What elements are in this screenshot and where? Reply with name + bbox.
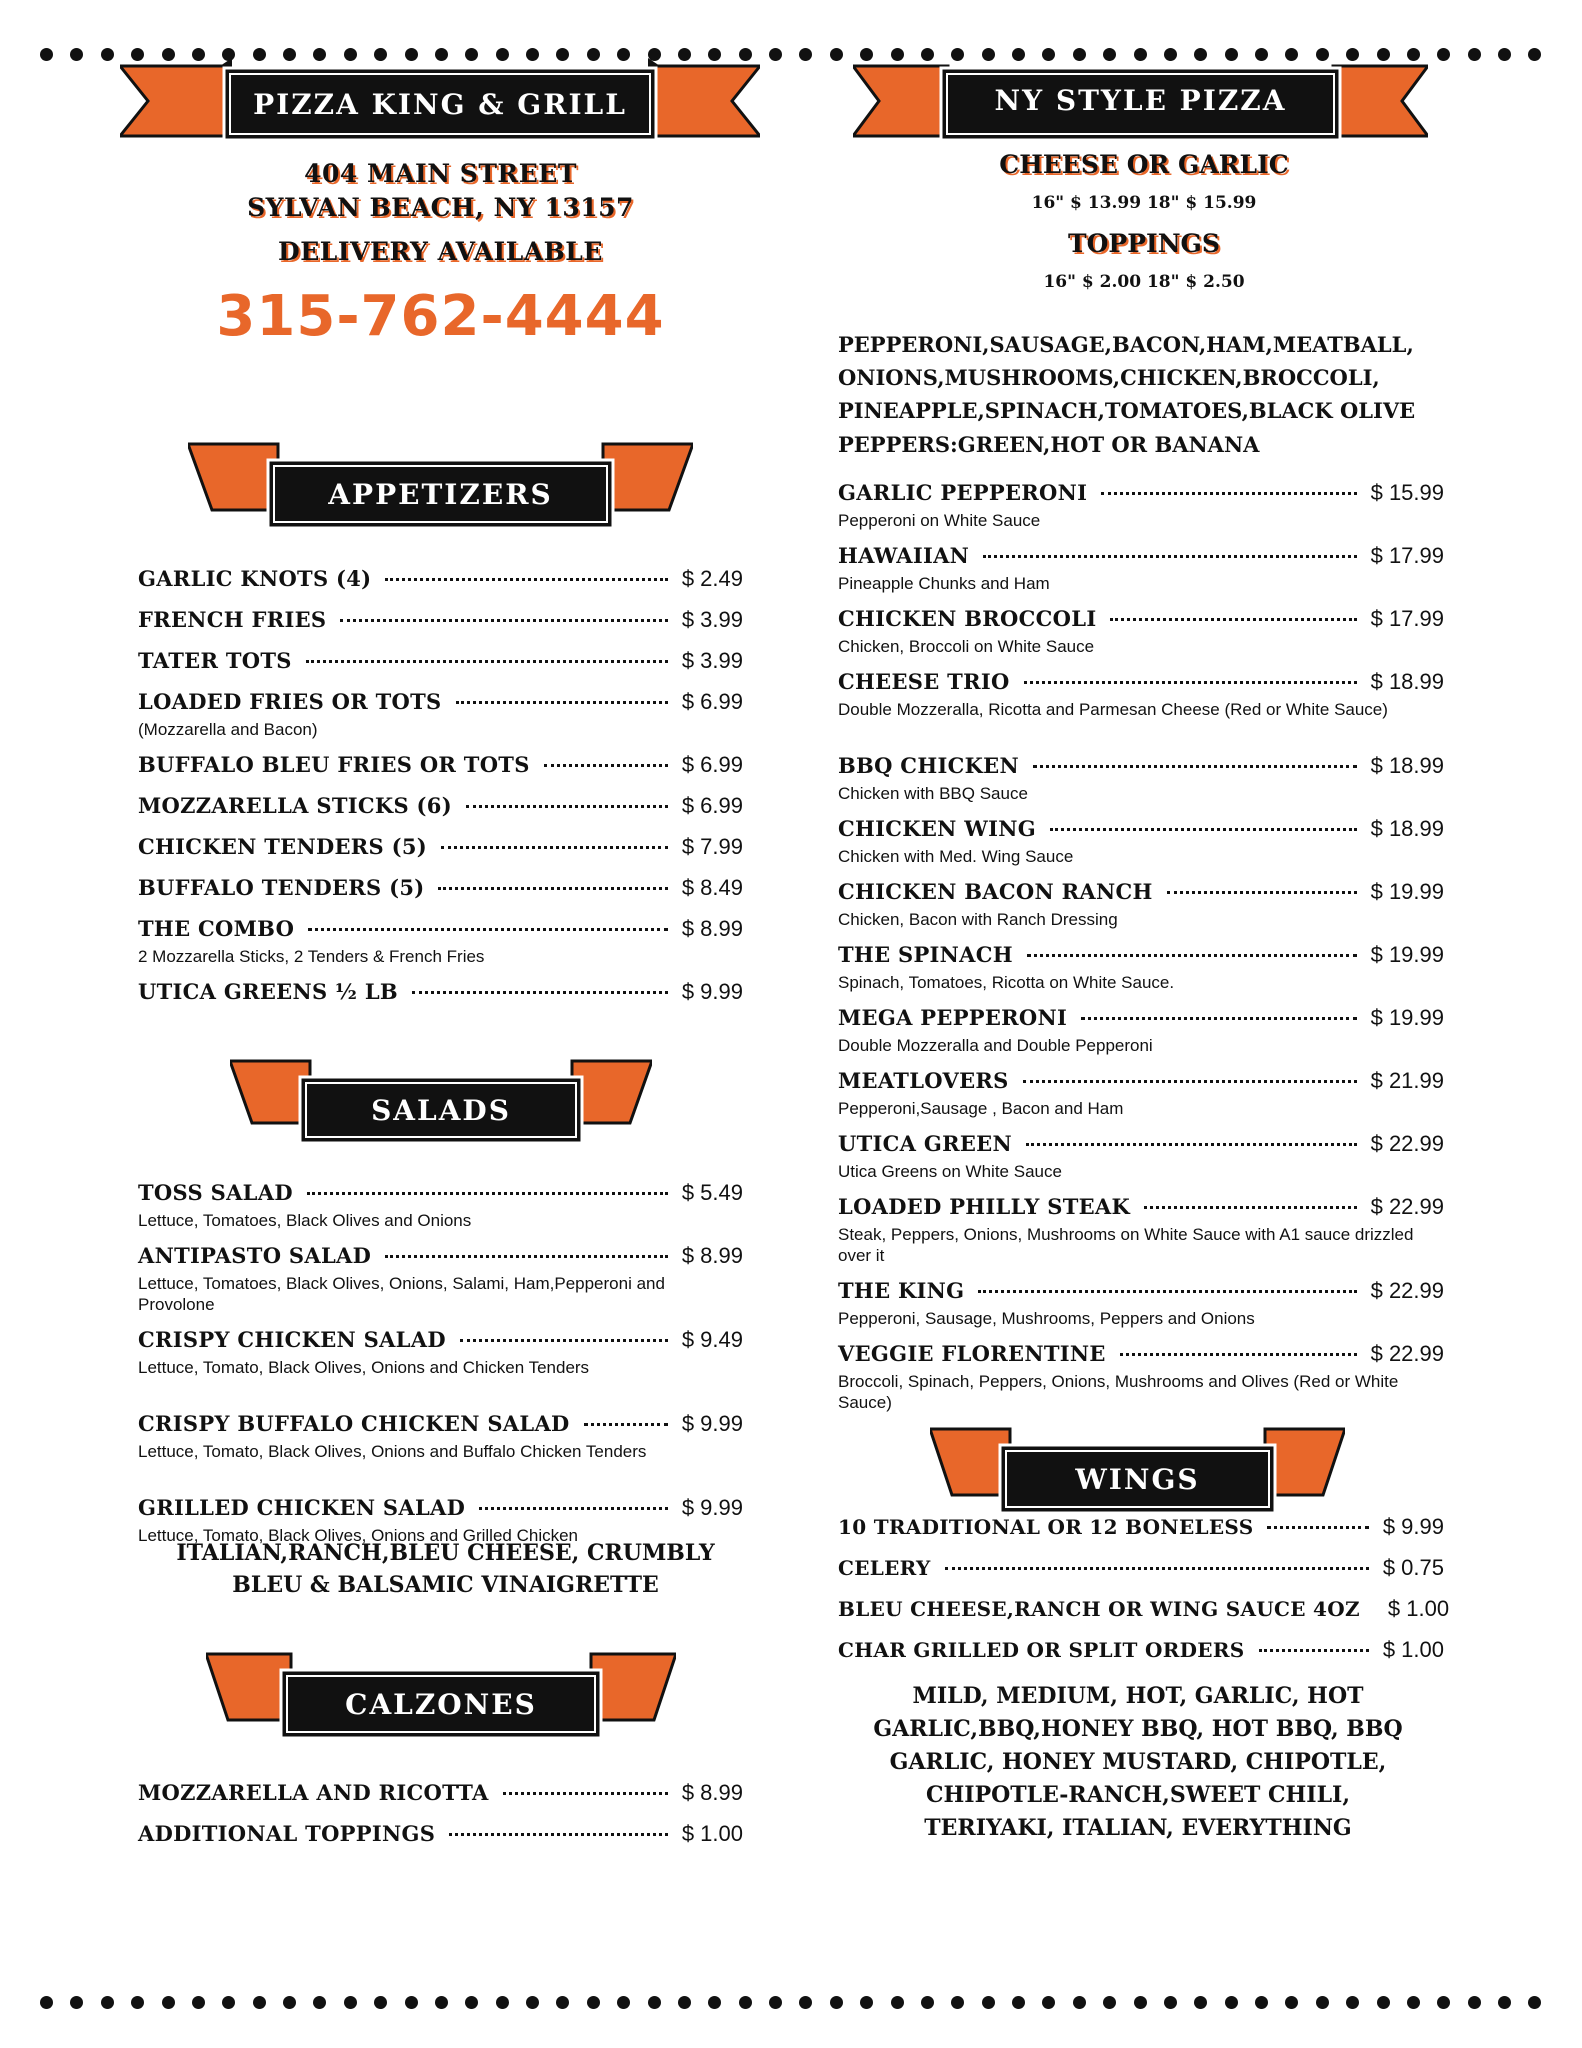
menu-item-row	[838, 816, 1444, 842]
dot-leader	[1167, 891, 1357, 894]
menu-item	[138, 916, 743, 967]
menu-item	[838, 669, 1444, 720]
menu-item-price: $ 1.00	[1387, 1596, 1450, 1621]
menu-item-name: UTICA GREENS ½ LB	[138, 979, 398, 1004]
calzones-banner	[206, 1650, 676, 1745]
menu-item-description: Utica Greens on White Sauce	[838, 1162, 1062, 1181]
menu-item-name: CHICKEN BROCCOLI	[838, 606, 1097, 631]
menu-item-name: LOADED PHILLY STEAK	[838, 1194, 1131, 1219]
border-dot	[1468, 1996, 1481, 2009]
border-dot	[70, 1996, 83, 2009]
menu-item	[138, 1180, 743, 1231]
brand-banner	[120, 58, 760, 150]
menu-item	[138, 793, 743, 819]
menu-item-price: $ 22.99	[1370, 1131, 1444, 1156]
menu-item	[838, 816, 1444, 867]
menu-item-row	[838, 543, 1444, 569]
menu-item-name: CHEESE TRIO	[838, 669, 1010, 694]
menu-item-row	[838, 879, 1444, 905]
menu-item-price: $ 19.99	[1370, 879, 1444, 904]
border-dot	[1468, 48, 1481, 61]
menu-item	[838, 1596, 1450, 1622]
menu-item-description: Broccoli, Spinach, Peppers, Onions, Mushrooms and Olives (Red or White Sauce)	[838, 1372, 1399, 1413]
menu-item-row	[138, 607, 743, 633]
menu-item-row	[838, 1194, 1444, 1220]
menu-item-description: Double Mozzeralla and Double Pepperoni	[838, 1036, 1153, 1055]
menu-item-row	[138, 1780, 743, 1806]
menu-item-price: $ 19.99	[1370, 942, 1444, 967]
menu-item	[838, 606, 1444, 657]
menu-item	[138, 1243, 743, 1316]
menu-item-price: $ 2.49	[681, 566, 743, 591]
menu-item-row	[138, 752, 743, 778]
menu-item-price: $ 8.99	[681, 1243, 743, 1268]
menu-item-description: Lettuce, Tomato, Black Olives, Onions and Grilled Chicken	[138, 1526, 579, 1545]
dot-leader	[307, 1192, 668, 1195]
dot-leader	[503, 1792, 668, 1795]
menu-item-description: Pepperoni, Sausage, Mushrooms, Peppers and Onions	[838, 1309, 1255, 1328]
menu-item-name: BUFFALO TENDERS (5)	[138, 875, 425, 900]
menu-item-name: BUFFALO BLEU FRIES OR TOTS	[138, 752, 530, 777]
border-dot	[101, 1996, 114, 2009]
menu-item-price: $ 19.99	[1370, 1005, 1444, 1030]
menu-item-name: MOZZARELLA STICKS (6)	[138, 793, 452, 818]
menu-item-row	[838, 1068, 1444, 1094]
menu-item-price: $ 17.99	[1370, 543, 1444, 568]
menu-item-name: CHAR GRILLED OR SPLIT ORDERS	[838, 1638, 1245, 1662]
toppings-list-text: PEPPERONI,SAUSAGE,BACON,HAM,MEATBALL, ONIONS,MUSHROOMS,CHICKEN,BROCCOLI, PINEAPPLE,SPINACH,TOMATOES,BLACK OLIVE PEPPERS:GREEN,HOT OR BANANA	[838, 332, 1416, 457]
menu-item-price: $ 18.99	[1370, 753, 1444, 778]
menu-item	[138, 834, 743, 860]
menu-item-description: Steak, Peppers, Onions, Mushrooms on White Sauce with A1 sauce drizzled over it	[838, 1225, 1414, 1266]
dot-leader	[385, 578, 667, 581]
border-dot	[799, 48, 812, 61]
menu-item-name: CRISPY BUFFALO CHICKEN SALAD	[138, 1411, 570, 1436]
menu-item-name: ANTIPASTO SALAD	[138, 1243, 372, 1268]
menu-item-row	[138, 1327, 743, 1353]
menu-item-description: Chicken with Med. Wing Sauce	[838, 847, 1074, 866]
menu-item-row	[838, 1131, 1444, 1157]
menu-item-name: MEGA PEPPERONI	[838, 1005, 1068, 1030]
menu-item	[838, 879, 1444, 930]
menu-item-row	[138, 648, 743, 674]
menu-item-row	[838, 606, 1444, 632]
menu-item-row	[138, 566, 743, 592]
salad-dressings-text: ITALIAN,RANCH,BLEU CHEESE, CRUMBLY BLEU & BALSAMIC VINAIGRETTE	[176, 1540, 715, 1598]
toppings-prices: 16" $ 2.00 18" $ 2.50	[1043, 272, 1245, 292]
menu-item	[138, 648, 743, 674]
menu-item	[138, 1780, 743, 1806]
menu-item-row	[138, 875, 743, 901]
dot-leader	[1101, 492, 1356, 495]
menu-item	[838, 753, 1444, 804]
menu-item-price: $ 1.00	[681, 1821, 743, 1846]
menu-item-row	[838, 1514, 1444, 1540]
dot-leader	[385, 1255, 668, 1258]
menu-item-price: $ 22.99	[1370, 1194, 1444, 1219]
dot-leader	[978, 1290, 1356, 1293]
wing-flavors-text: MILD, MEDIUM, HOT, GARLIC, HOT GARLIC,BBQ,HONEY BBQ, HOT BBQ, BBQ GARLIC, HONEY MUSTARD, CHIPOTLE, CHIPOTLE-RANCH,SWEET CHILI, TERIYAKI, ITALIAN, EVERYTHING	[873, 1683, 1403, 1841]
salad-dressings	[148, 1538, 743, 1602]
menu-item-name: CELERY	[838, 1556, 931, 1580]
pizza-title: NY STYLE PIZZA	[994, 83, 1287, 117]
menu-item-price: $ 9.99	[681, 979, 743, 1004]
menu-item	[138, 1821, 743, 1847]
menu-item-price: $ 22.99	[1370, 1278, 1444, 1303]
appetizers-title: APPETIZERS	[328, 477, 553, 511]
dot-leader	[1024, 681, 1357, 684]
menu-item	[138, 1411, 743, 1462]
address-line2: SYLVAN BEACH, NY 13157	[247, 192, 634, 222]
menu-item-name: 10 TRADITIONAL OR 12 BONELESS	[838, 1515, 1254, 1539]
menu-item-name: MEATLOVERS	[838, 1068, 1009, 1093]
border-dot	[769, 1996, 782, 2009]
menu-item-price: $ 0.75	[1382, 1555, 1444, 1580]
dot-leader	[584, 1423, 668, 1426]
menu-item-price: $ 6.99	[681, 689, 743, 714]
menu-item-name: GRILLED CHICKEN SALAD	[138, 1495, 466, 1520]
wings-banner	[930, 1425, 1345, 1520]
address-line1: 404 MAIN STREET	[304, 159, 577, 188]
menu-item-row	[838, 1555, 1444, 1581]
menu-item	[838, 1514, 1444, 1540]
dot-leader	[544, 764, 668, 767]
menu-item-row	[138, 979, 743, 1005]
right-column	[838, 0, 1450, 2048]
dot-leader	[460, 1339, 668, 1342]
menu-item-price: $ 6.99	[681, 793, 743, 818]
menu-item	[838, 1068, 1444, 1119]
menu-item-price: $ 7.99	[681, 834, 743, 859]
menu-item-row	[838, 1278, 1444, 1304]
pizza-base-prices: 16" $ 13.99 18" $ 15.99	[1031, 193, 1257, 213]
dot-leader	[1259, 1649, 1369, 1652]
menu-item-description: Pepperoni on White Sauce	[838, 511, 1041, 530]
menu-item-price: $ 8.49	[681, 875, 743, 900]
dot-leader	[306, 660, 668, 663]
menu-item-name: LOADED FRIES OR TOTS	[138, 689, 442, 714]
menu-item-row	[838, 1341, 1444, 1367]
menu-item	[138, 752, 743, 778]
menu-item-price: $ 5.49	[681, 1180, 743, 1205]
menu-item-price: $ 18.99	[1370, 816, 1444, 841]
dot-leader	[441, 846, 668, 849]
menu-item-name: CHICKEN WING	[838, 816, 1036, 841]
menu-item-description: Pepperoni,Sausage , Bacon and Ham	[838, 1099, 1124, 1118]
menu-item-description: Lettuce, Tomato, Black Olives, Onions and Chicken Tenders	[138, 1358, 590, 1377]
dot-leader	[1026, 1143, 1357, 1146]
menu-item-name: BLEU CHEESE,RANCH OR WING SAUCE 4OZ	[838, 1597, 1360, 1621]
menu-item	[838, 1341, 1444, 1414]
border-dot	[799, 1996, 812, 2009]
menu-item-row	[838, 1637, 1444, 1663]
border-dot	[1528, 48, 1541, 61]
pizza-base: CHEESE OR GARLIC	[999, 150, 1289, 179]
border-dot	[1498, 48, 1511, 61]
menu-item-name: THE SPINACH	[838, 942, 1013, 967]
menu-item-price: $ 9.99	[681, 1411, 743, 1436]
menu-item-description: Pineapple Chunks and Ham	[838, 574, 1050, 593]
address-block	[138, 157, 743, 349]
border-dot	[1528, 1996, 1541, 2009]
border-dot	[40, 1996, 53, 2009]
menu-item	[138, 607, 743, 633]
menu-item-name: ADDITIONAL TOPPINGS	[138, 1821, 436, 1846]
delivery-note: DELIVERY AVAILABLE	[278, 236, 603, 266]
menu-item	[838, 1278, 1444, 1329]
menu-item-row	[138, 689, 743, 715]
menu-item-name: CRISPY CHICKEN SALAD	[138, 1327, 446, 1352]
border-dot	[1498, 1996, 1511, 2009]
menu-item-description: Chicken with BBQ Sauce	[838, 784, 1028, 803]
menu-item	[838, 543, 1444, 594]
dot-leader	[449, 1833, 668, 1836]
menu-item-row	[138, 1495, 743, 1521]
menu-item-price: $ 15.99	[1370, 480, 1444, 505]
dot-leader	[945, 1567, 1369, 1570]
menu-item-row	[838, 942, 1444, 968]
dot-leader	[1050, 828, 1357, 831]
menu-item-description: Chicken, Bacon with Ranch Dressing	[838, 910, 1118, 929]
toppings-list	[838, 328, 1438, 461]
menu-item-name: TOSS SALAD	[138, 1180, 293, 1205]
menu-item-name: CHICKEN BACON RANCH	[838, 879, 1153, 904]
menu-item	[138, 979, 743, 1005]
dot-leader	[456, 701, 668, 704]
calzones-title: CALZONES	[345, 1687, 537, 1721]
dot-leader	[308, 928, 668, 931]
dot-leader	[1033, 765, 1357, 768]
menu-item	[138, 689, 743, 740]
menu-item-price: $ 8.99	[681, 916, 743, 941]
menu-item-description: Double Mozzeralla, Ricotta and Parmesan Cheese (Red or White Sauce)	[838, 700, 1388, 719]
menu-item	[838, 1194, 1444, 1267]
menu-item-name: THE KING	[838, 1278, 965, 1303]
menu-item-row	[838, 753, 1444, 779]
menu-item	[838, 1005, 1444, 1056]
dot-leader	[438, 887, 667, 890]
menu-item-name: TATER TOTS	[138, 648, 292, 673]
menu-item-price: $ 3.99	[681, 648, 743, 673]
menu-item-description: Spinach, Tomatoes, Ricotta on White Sauce.	[838, 973, 1175, 992]
left-column	[138, 0, 743, 2048]
menu-item-row	[138, 1411, 743, 1437]
menu-item-row	[138, 1243, 743, 1269]
border-dot	[769, 48, 782, 61]
border-dot	[101, 48, 114, 61]
menu-item-price: $ 9.99	[1382, 1514, 1444, 1539]
border-dot	[40, 48, 53, 61]
menu-item	[138, 566, 743, 592]
menu-item	[138, 875, 743, 901]
menu-item-price: $ 8.99	[681, 1780, 743, 1805]
menu-item-description: Lettuce, Tomato, Black Olives, Onions and Buffalo Chicken Tenders	[138, 1442, 647, 1461]
toppings-title: TOPPINGS	[1068, 229, 1220, 258]
brand-name: PIZZA KING & GRILL	[253, 87, 627, 121]
menu-item-name: GARLIC KNOTS (4)	[138, 566, 372, 591]
menu-item-row	[138, 834, 743, 860]
menu-item-price: $ 9.99	[681, 1495, 743, 1520]
dot-leader	[1027, 954, 1357, 957]
dot-leader	[479, 1507, 668, 1510]
dot-leader	[340, 619, 667, 622]
menu-item-name: UTICA GREEN	[838, 1131, 1012, 1156]
menu-item-price: $ 6.99	[681, 752, 743, 777]
menu-item-name: FRENCH FRIES	[138, 607, 327, 632]
menu-item-description: (Mozzarella and Bacon)	[138, 720, 318, 739]
pizza-intro	[838, 150, 1450, 292]
menu-item-description: 2 Mozzarella Sticks, 2 Tenders & French Fries	[138, 947, 485, 966]
menu-item-name: MOZZARELLA AND RICOTTA	[138, 1780, 489, 1805]
menu-item	[138, 1327, 743, 1378]
dot-leader	[1023, 1080, 1357, 1083]
menu-item-row	[838, 669, 1444, 695]
menu-item-name: BBQ CHICKEN	[838, 753, 1019, 778]
menu-item-row	[838, 1596, 1450, 1622]
appetizers-banner	[188, 440, 693, 535]
dot-leader	[466, 805, 668, 808]
menu-item-price: $ 1.00	[1382, 1637, 1444, 1662]
menu-item	[838, 1637, 1444, 1663]
menu-item-price: $ 9.49	[681, 1327, 743, 1352]
menu-item	[838, 942, 1444, 993]
dot-leader	[1110, 618, 1356, 621]
menu-item-row	[138, 1180, 743, 1206]
menu-item-price: $ 17.99	[1370, 606, 1444, 631]
wings-title: WINGS	[1075, 1462, 1200, 1496]
menu-item-row	[838, 480, 1444, 506]
menu-item-description: Lettuce, Tomatoes, Black Olives and Onions	[138, 1211, 472, 1230]
salads-title: SALADS	[371, 1093, 511, 1127]
menu-item-price: $ 3.99	[681, 607, 743, 632]
menu-item	[838, 480, 1444, 531]
menu-item-name: VEGGIE FLORENTINE	[838, 1341, 1106, 1366]
dot-leader	[412, 991, 668, 994]
menu-item-row	[838, 1005, 1444, 1031]
dot-leader	[983, 555, 1356, 558]
wing-flavors	[868, 1680, 1408, 1845]
salads-banner	[230, 1057, 652, 1149]
menu-item-price: $ 22.99	[1370, 1341, 1444, 1366]
dot-leader	[1267, 1526, 1368, 1529]
menu-item-description: Lettuce, Tomatoes, Black Olives, Onions, Salami, Ham,Pepperoni and Provolone	[138, 1274, 665, 1315]
pizza-banner	[853, 60, 1428, 152]
menu-item-name: THE COMBO	[138, 916, 295, 941]
menu-item	[838, 1131, 1444, 1182]
menu-item-name: HAWAIIAN	[838, 543, 970, 568]
menu-item-price: $ 18.99	[1370, 669, 1444, 694]
phone-number: 315-762-4444	[216, 284, 665, 350]
menu-item-name: GARLIC PEPPERONI	[838, 480, 1088, 505]
menu-item-row	[138, 916, 743, 942]
border-dot	[70, 48, 83, 61]
dot-leader	[1081, 1017, 1356, 1020]
dot-leader	[1120, 1353, 1357, 1356]
menu-item-name: CHICKEN TENDERS (5)	[138, 834, 428, 859]
menu-item	[838, 1555, 1444, 1581]
menu-item-description: Chicken, Broccoli on White Sauce	[838, 637, 1095, 656]
dot-leader	[1144, 1206, 1357, 1209]
menu-item-row	[138, 1821, 743, 1847]
menu-item-price: $ 21.99	[1370, 1068, 1444, 1093]
menu-item-row	[138, 793, 743, 819]
